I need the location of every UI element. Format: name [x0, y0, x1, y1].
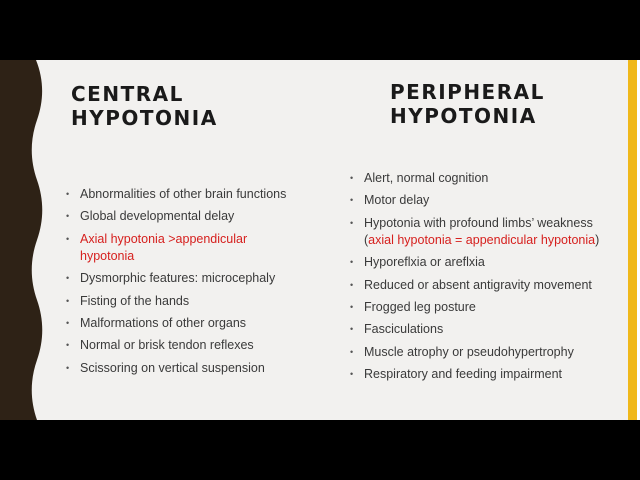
bullet-dot-icon: •	[350, 173, 354, 183]
list-item	[66, 208, 316, 225]
list-item	[66, 337, 316, 354]
bullet-dot-icon: •	[66, 233, 70, 244]
bullet-dot-icon: •	[350, 195, 354, 206]
item-text-red: hypotonia	[80, 248, 135, 263]
item-text: Global developmental delay	[80, 209, 235, 224]
title-line: CENTRAL	[71, 82, 184, 106]
list-item	[66, 360, 316, 377]
item-text: Muscle atrophy or pseudohypertrophy	[364, 344, 574, 359]
paren-close: )	[595, 232, 600, 247]
item-text: Hyporeflxia or areflxia	[364, 255, 485, 270]
bullet-dot-icon: •	[350, 279, 354, 290]
list-item-highlighted	[66, 231, 316, 265]
bullet-dot-icon: •	[66, 189, 70, 199]
list-item	[350, 366, 620, 383]
bullet-dot-icon: •	[350, 257, 354, 268]
item-text: Fisting of the hands	[80, 293, 190, 308]
item-text: Normal or brisk tendon reflexes	[80, 338, 254, 353]
wavy-border-decoration	[0, 60, 52, 420]
list-item	[350, 215, 620, 249]
item-text-line2	[364, 232, 620, 249]
list-item	[66, 293, 316, 310]
item-text-red: Axial hypotonia >appendicular	[80, 231, 248, 246]
bullet-dot-icon: •	[66, 295, 70, 306]
bullet-dot-icon: •	[66, 273, 70, 284]
list-item	[350, 192, 620, 209]
title-line: PERIPHERAL	[390, 80, 545, 104]
list-item	[350, 170, 620, 187]
item-text: Alert, normal cognition	[364, 171, 489, 185]
item-text: Frogged leg posture	[364, 299, 476, 314]
list-item	[66, 315, 316, 332]
bullet-dot-icon: •	[350, 324, 354, 335]
item-text: Dysmorphic features: microcephaly	[80, 271, 276, 286]
bullet-dot-icon: •	[350, 346, 354, 357]
paren-open: (	[364, 232, 369, 247]
item-text: Fasciculations	[364, 322, 444, 337]
item-text: Respiratory and feeding impairment	[364, 367, 563, 382]
slide	[0, 60, 640, 420]
bullet-dot-icon: •	[350, 369, 354, 380]
item-text: Reduced or absent antigravity movement	[364, 277, 592, 292]
item-text-red: axial hypotonia = appendicular hypotonia	[368, 232, 596, 247]
title-line: HYPOTONIA	[71, 106, 218, 130]
item-text: Malformations of other organs	[80, 315, 247, 330]
bullet-dot-icon: •	[66, 362, 70, 373]
item-text: Motor delay	[364, 193, 430, 208]
bullet-dot-icon: •	[66, 211, 70, 222]
central-hypotonia-list	[66, 186, 316, 382]
central-hypotonia-title	[71, 82, 218, 130]
accent-bar	[628, 60, 637, 420]
list-item	[350, 277, 620, 294]
list-item	[350, 344, 620, 361]
bullet-dot-icon: •	[66, 340, 70, 351]
bullet-dot-icon: •	[66, 317, 70, 328]
title-line: HYPOTONIA	[390, 104, 537, 128]
peripheral-hypotonia-list	[350, 170, 620, 389]
list-item	[66, 186, 316, 203]
list-item	[350, 254, 620, 271]
item-text: Hypotonia with profound limbs’ weakness	[364, 215, 593, 230]
bullet-dot-icon: •	[350, 217, 354, 228]
item-text: Scissoring on vertical suspension	[80, 360, 265, 375]
list-item	[350, 299, 620, 316]
list-item	[350, 321, 620, 338]
peripheral-hypotonia-title	[390, 80, 545, 128]
item-text: Abnormalities of other brain functions	[80, 187, 287, 201]
bullet-dot-icon: •	[350, 301, 354, 312]
list-item	[66, 270, 316, 287]
